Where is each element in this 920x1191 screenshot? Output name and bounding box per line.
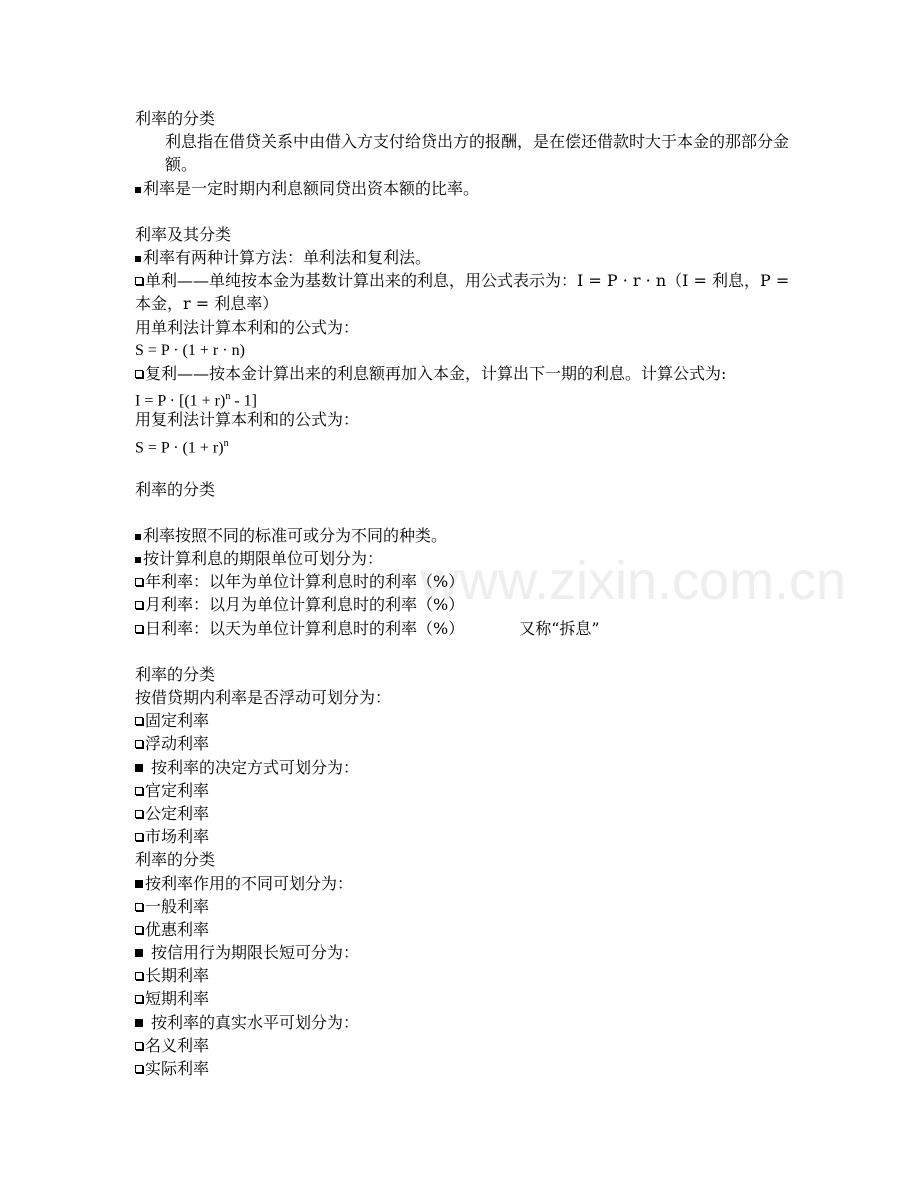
section-title: 利率的分类 <box>135 479 216 499</box>
checkbox-bullet-icon <box>135 625 143 633</box>
square-bullet-icon <box>135 949 143 957</box>
checkbox-bullet-icon <box>135 903 143 911</box>
compound-sum-formula: $S = P \cdot (1 + r)^n$ <box>135 437 229 456</box>
bullet-item: 按信用行为期限长短可分为： <box>135 941 795 964</box>
list-item: 短期利率 <box>135 987 795 1010</box>
square-bullet-icon <box>135 880 143 888</box>
checkbox-bullet-icon <box>135 833 143 841</box>
section-title: 利率的分类 <box>135 109 216 128</box>
checkbox-bullet-icon <box>135 810 143 818</box>
list-item: 公定利率 <box>135 802 795 825</box>
list-item: 一般利率 <box>135 895 795 918</box>
bullet-item: 按利率作用的不同可划分为： <box>135 872 795 895</box>
section-title: 利率的分类 <box>135 850 216 870</box>
section-title: 利率的分类 <box>135 664 216 684</box>
compound-formula: $I = P \cdot [(1 + r)^n - 1]$ <box>135 391 257 410</box>
bullet-item: 按计算利息的期限单位可划分为： <box>135 547 795 570</box>
list-item: 浮动利率 <box>135 732 795 755</box>
bullet-item: 利率是一定时期内利息额同贷出资本额的比率。 <box>135 177 795 200</box>
simple-interest-definition: 单利——单纯按本金为基数计算出来的利息，用公式表示为：I = P · r · n（I = 利息，P = 本金，r = 利息率） <box>135 271 790 314</box>
checkbox-bullet-icon <box>135 1042 143 1050</box>
checkbox-bullet-icon <box>135 740 143 748</box>
list-item: 市场利率 <box>135 825 795 848</box>
bullet-item: 按利率的决定方式可划分为： <box>135 756 795 779</box>
simple-sum-formula: S = P · (1 + r · n) <box>135 341 245 359</box>
compound-sum-label: 用复利法计算本利和的公式为： <box>135 410 360 430</box>
bullet-item: 利率有两种计算方法：单利法和复利法。 <box>135 246 795 269</box>
square-bullet-icon <box>135 1019 143 1027</box>
section-title: 利率及其分类 <box>135 224 232 244</box>
checkbox-bullet-icon <box>135 1065 143 1073</box>
checkbox-bullet-icon <box>135 926 143 934</box>
list-item: 年利率：以年为单位计算利息时的利率（%） <box>135 570 795 593</box>
square-bullet-icon <box>135 187 141 193</box>
checkbox-bullet-icon <box>135 370 143 378</box>
list-item: 实际利率 <box>135 1057 795 1080</box>
checkbox-bullet-icon <box>135 972 143 980</box>
list-item: 长期利率 <box>135 964 795 987</box>
list-item: 日利率：以天为单位计算利息时的利率（%） 又称“拆息” <box>135 617 795 640</box>
watermark: www.zixin.com.cn <box>420 551 847 611</box>
checkbox-bullet-icon <box>135 787 143 795</box>
checkbox-bullet-icon <box>135 601 143 609</box>
list-item: 名义利率 <box>135 1034 795 1057</box>
checkbox-bullet-icon <box>135 717 143 725</box>
checkbox-bullet-icon <box>135 578 143 586</box>
checkbox-bullet-icon <box>135 995 143 1003</box>
document-body <box>135 107 795 1080</box>
simple-sum-label: 用单利法计算本利和的公式为： <box>135 317 360 337</box>
list-item: 优惠利率 <box>135 918 795 941</box>
bullet-item: 利率按照不同的标准可或分为不同的种类。 <box>135 524 795 547</box>
list-item: 月利率：以月为单位计算利息时的利率（%） <box>135 593 795 616</box>
list-item: 官定利率 <box>135 779 795 802</box>
bullet-item: 按利率的真实水平可划分为： <box>135 1011 795 1034</box>
paragraph-interest-definition: 利息指在借贷关系中由借入方支付给贷出方的报酬，是在偿还借款时大于本金的那部分金额。 <box>165 132 790 175</box>
square-bullet-icon <box>135 557 141 563</box>
square-bullet-icon <box>135 256 141 262</box>
square-bullet-icon <box>135 534 141 540</box>
checkbox-bullet-icon <box>135 277 143 285</box>
float-label: 按借贷期内利率是否浮动可划分为： <box>135 688 392 707</box>
list-item: 固定利率 <box>135 709 795 732</box>
compound-interest-definition: 复利——按本金计算出来的利息额再加入本金，计算出下一期的利息。计算公式为: <box>135 362 795 385</box>
square-bullet-icon <box>135 764 143 772</box>
